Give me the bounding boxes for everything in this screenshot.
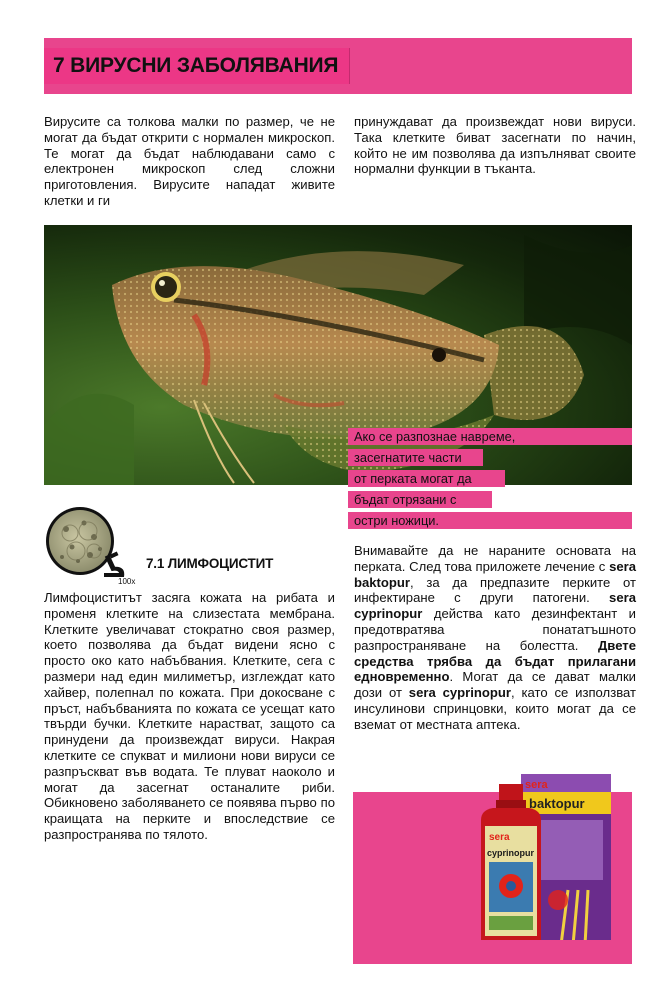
treatment-text-2: , за да предпазите перките от инфектиране с други патогени. xyxy=(354,574,636,606)
lymphocystis-paragraph: Лимфоциститът засяга кожата на рибата и променя клетките на слизестата мембрана. Клетките увеличават стократно своя размер, което позволява да бъдат видени ясно с просто око като набъбвания. Клетките, сега с размери над един милиметър, изглеждат като хайвер, полепнал по кожата. При докосване с пръст, набъбванията по кожата се усещат като твърди бучки. Клетките нарастват, защото са принудени да произвеждат вируси. Накрая клетките се спукват и милиони нови вируси се разпръскват във водата. Те плуват наоколо и могат да засегнат останалите риби. Обикновено заболяването се появява първо по краищата на перките и впоследствие се разпространява по тялото. xyxy=(44,590,335,842)
cyprinopur-label: cyprinopur xyxy=(487,848,535,858)
product-bottles xyxy=(353,740,632,940)
section-title: 7.1 ЛИМФОЦИСТИТ xyxy=(146,556,274,571)
caption-line: засегнатите части xyxy=(348,449,483,466)
treatment-text-3: действа като дезинфектант и предотвратява понататъшното разпространяване на болестта. xyxy=(354,606,636,653)
title-box xyxy=(44,48,350,84)
caption-line: Ако се разпознае навреме, xyxy=(348,428,632,445)
treatment-text-1: Внимавайте да не нараните основата на перката. След това приложете лечение с xyxy=(354,543,636,574)
treatment-bold-sentence: Двете средства трябва да бъдат прилагани едновременно xyxy=(354,637,636,685)
brand-baktopur: sera baktopur xyxy=(354,558,637,590)
caption-line: остри ножици. xyxy=(348,512,632,529)
intro-paragraph-col1: Вирусите са толкова малки по размер, че не могат да бъдат открити с нормален микроскоп. Те могат да бъдат наблюдавани само с електронен микроскоп след сложни приготовления. Вирусите нападат живите клетки и ги xyxy=(44,114,335,208)
header-band xyxy=(44,38,632,94)
intro-paragraph-col2: принуждават да произвеждат нови вируси. Така клетките биват засегнати по начин, който не им позволява да изпълняват своите нормални функции в тъканта. xyxy=(354,114,636,177)
baktopur-label: baktopur xyxy=(529,796,585,811)
section-icon xyxy=(44,505,140,585)
baktopur-brand: sera xyxy=(525,779,548,791)
caption-line: бъдат отрязани с xyxy=(348,491,492,508)
cyprinopur-brand: sera xyxy=(489,832,510,843)
photo-caption xyxy=(348,428,632,530)
treatment-paragraph xyxy=(354,543,636,733)
treatment-text-4: . Могат да се дават малки дози от xyxy=(354,669,636,701)
brand-cyprinopur: sera cyprinopur xyxy=(354,590,636,622)
product-photo xyxy=(353,779,632,964)
treatment-text-5: , като се използват инсулинови спринцовки, които могат да се вземат от местната аптека. xyxy=(354,685,636,732)
microscope-icon xyxy=(44,505,140,585)
brand-cyprinopur-2: sera cyprinopur xyxy=(408,685,511,701)
magnification-label: 100x xyxy=(118,577,136,585)
caption-line: от перката могат да xyxy=(348,470,505,487)
page-title: 7 ВИРУСНИ ЗАБОЛЯВАНИЯ xyxy=(53,54,339,77)
